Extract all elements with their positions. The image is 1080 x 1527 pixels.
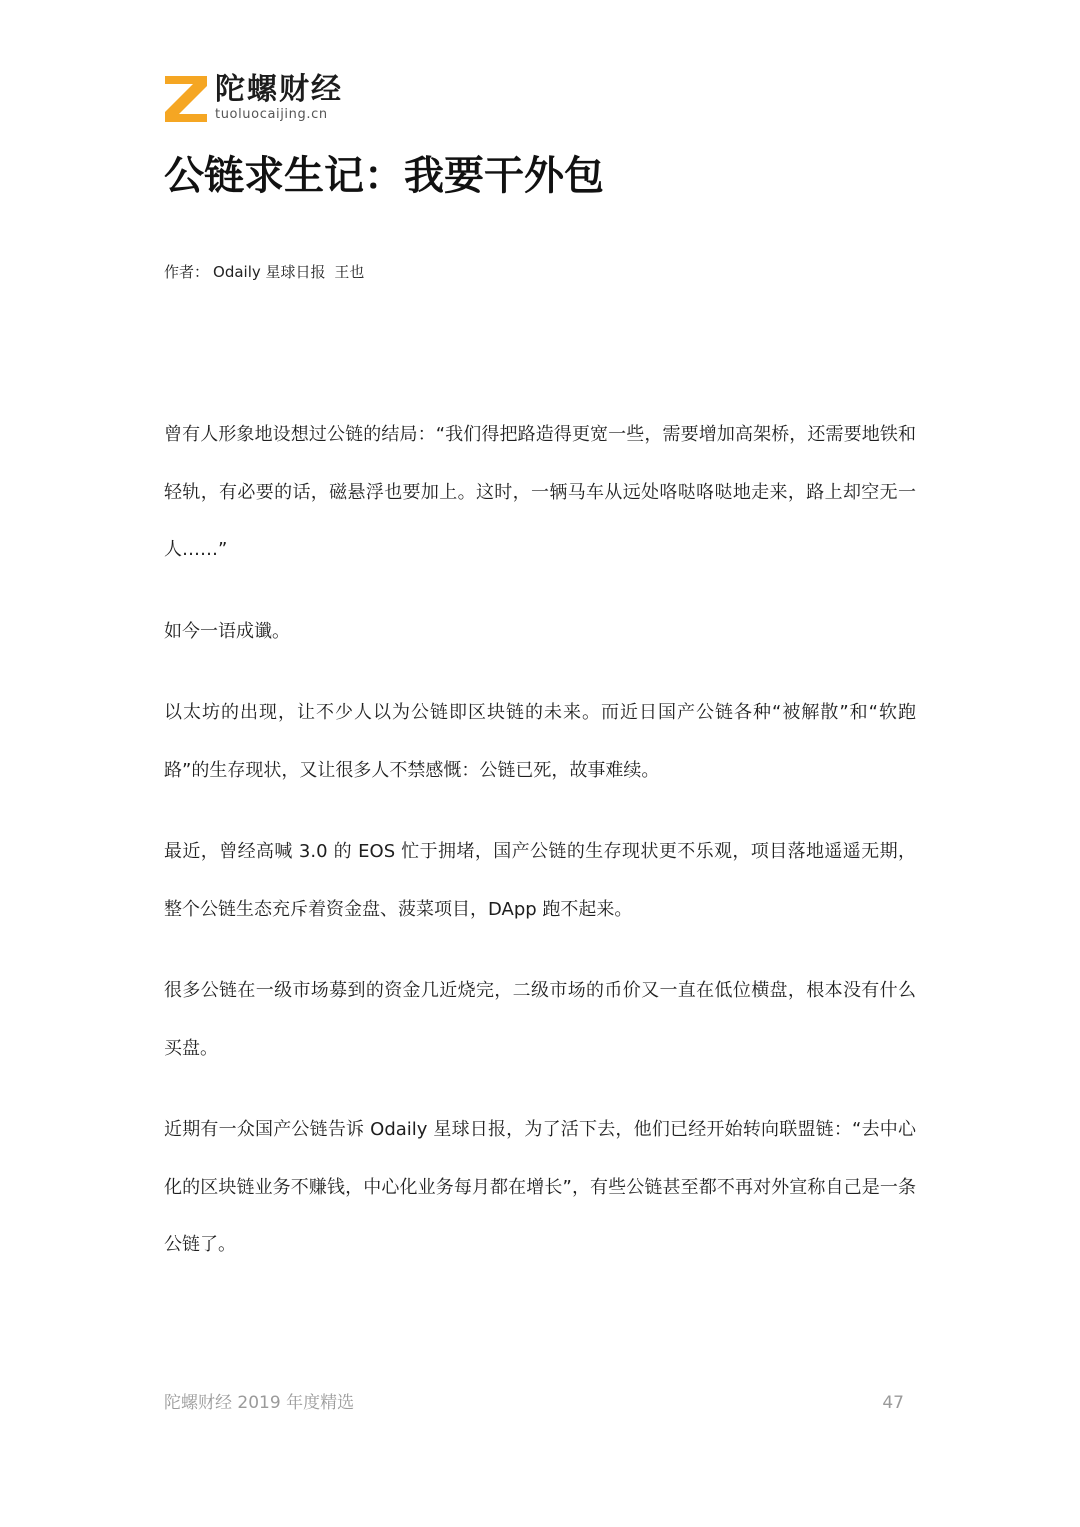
footer-publication: 陀螺财经 2019 年度精选 (164, 1393, 355, 1413)
byline-author: 王也 (334, 263, 365, 281)
byline (164, 260, 368, 284)
byline-outlet: Odaily 星球日报 (213, 263, 326, 281)
logo-wordmark (215, 74, 343, 122)
paragraph: 以太坊的出现，让不少人以为公链即区块链的未来。而近日国产公链各种“被解散”和“软跑路”的生存现状，又让很多人不禁感慨：公链已死，故事难续。 (164, 702, 916, 781)
z-logo-icon (163, 74, 209, 124)
logo-chinese-name: 陀螺财经 (215, 72, 343, 107)
page-number: 47 (882, 1393, 904, 1413)
paragraph: 很多公链在一级市场募到的资金几近烧完，二级市场的币价又一直在低位横盘，根本没有什么买盘。 (164, 980, 916, 1059)
paragraph: 近期有一众国产公链告诉 Odaily 星球日报，为了活下去，他们已经开始转向联盟链：“去中心化的区块链业务不赚钱，中心化业务每月都在增长”，有些公链甚至都不再对外宣称自己是一条公链了。 (164, 1119, 916, 1255)
paragraph: 最近，曾经高喊 3.0 的 EOS 忙于拥堵，国产公链的生存现状更不乐观，项目落地遥遥无期，整个公链生态充斥着资金盘、菠菜项目，DApp 跑不起来。 (164, 841, 916, 920)
byline-label: 作者： (164, 263, 210, 281)
paragraph: 如今一语成谶。 (164, 620, 290, 642)
article-title: 公链求生记：我要干外包 (164, 153, 604, 199)
publication-logo (163, 74, 343, 124)
logo-domain: tuoluocaijing.cn (215, 107, 328, 122)
paragraph: 曾有人形象地设想过公链的结局：“我们得把路造得更宽一些，需要增加高架桥，还需要地铁和轻轨，有必要的话，磁悬浮也要加上。这时，一辆马车从远处咯哒咯哒地走来，路上却空无一人……” (164, 424, 916, 560)
article-body (164, 406, 916, 1298)
